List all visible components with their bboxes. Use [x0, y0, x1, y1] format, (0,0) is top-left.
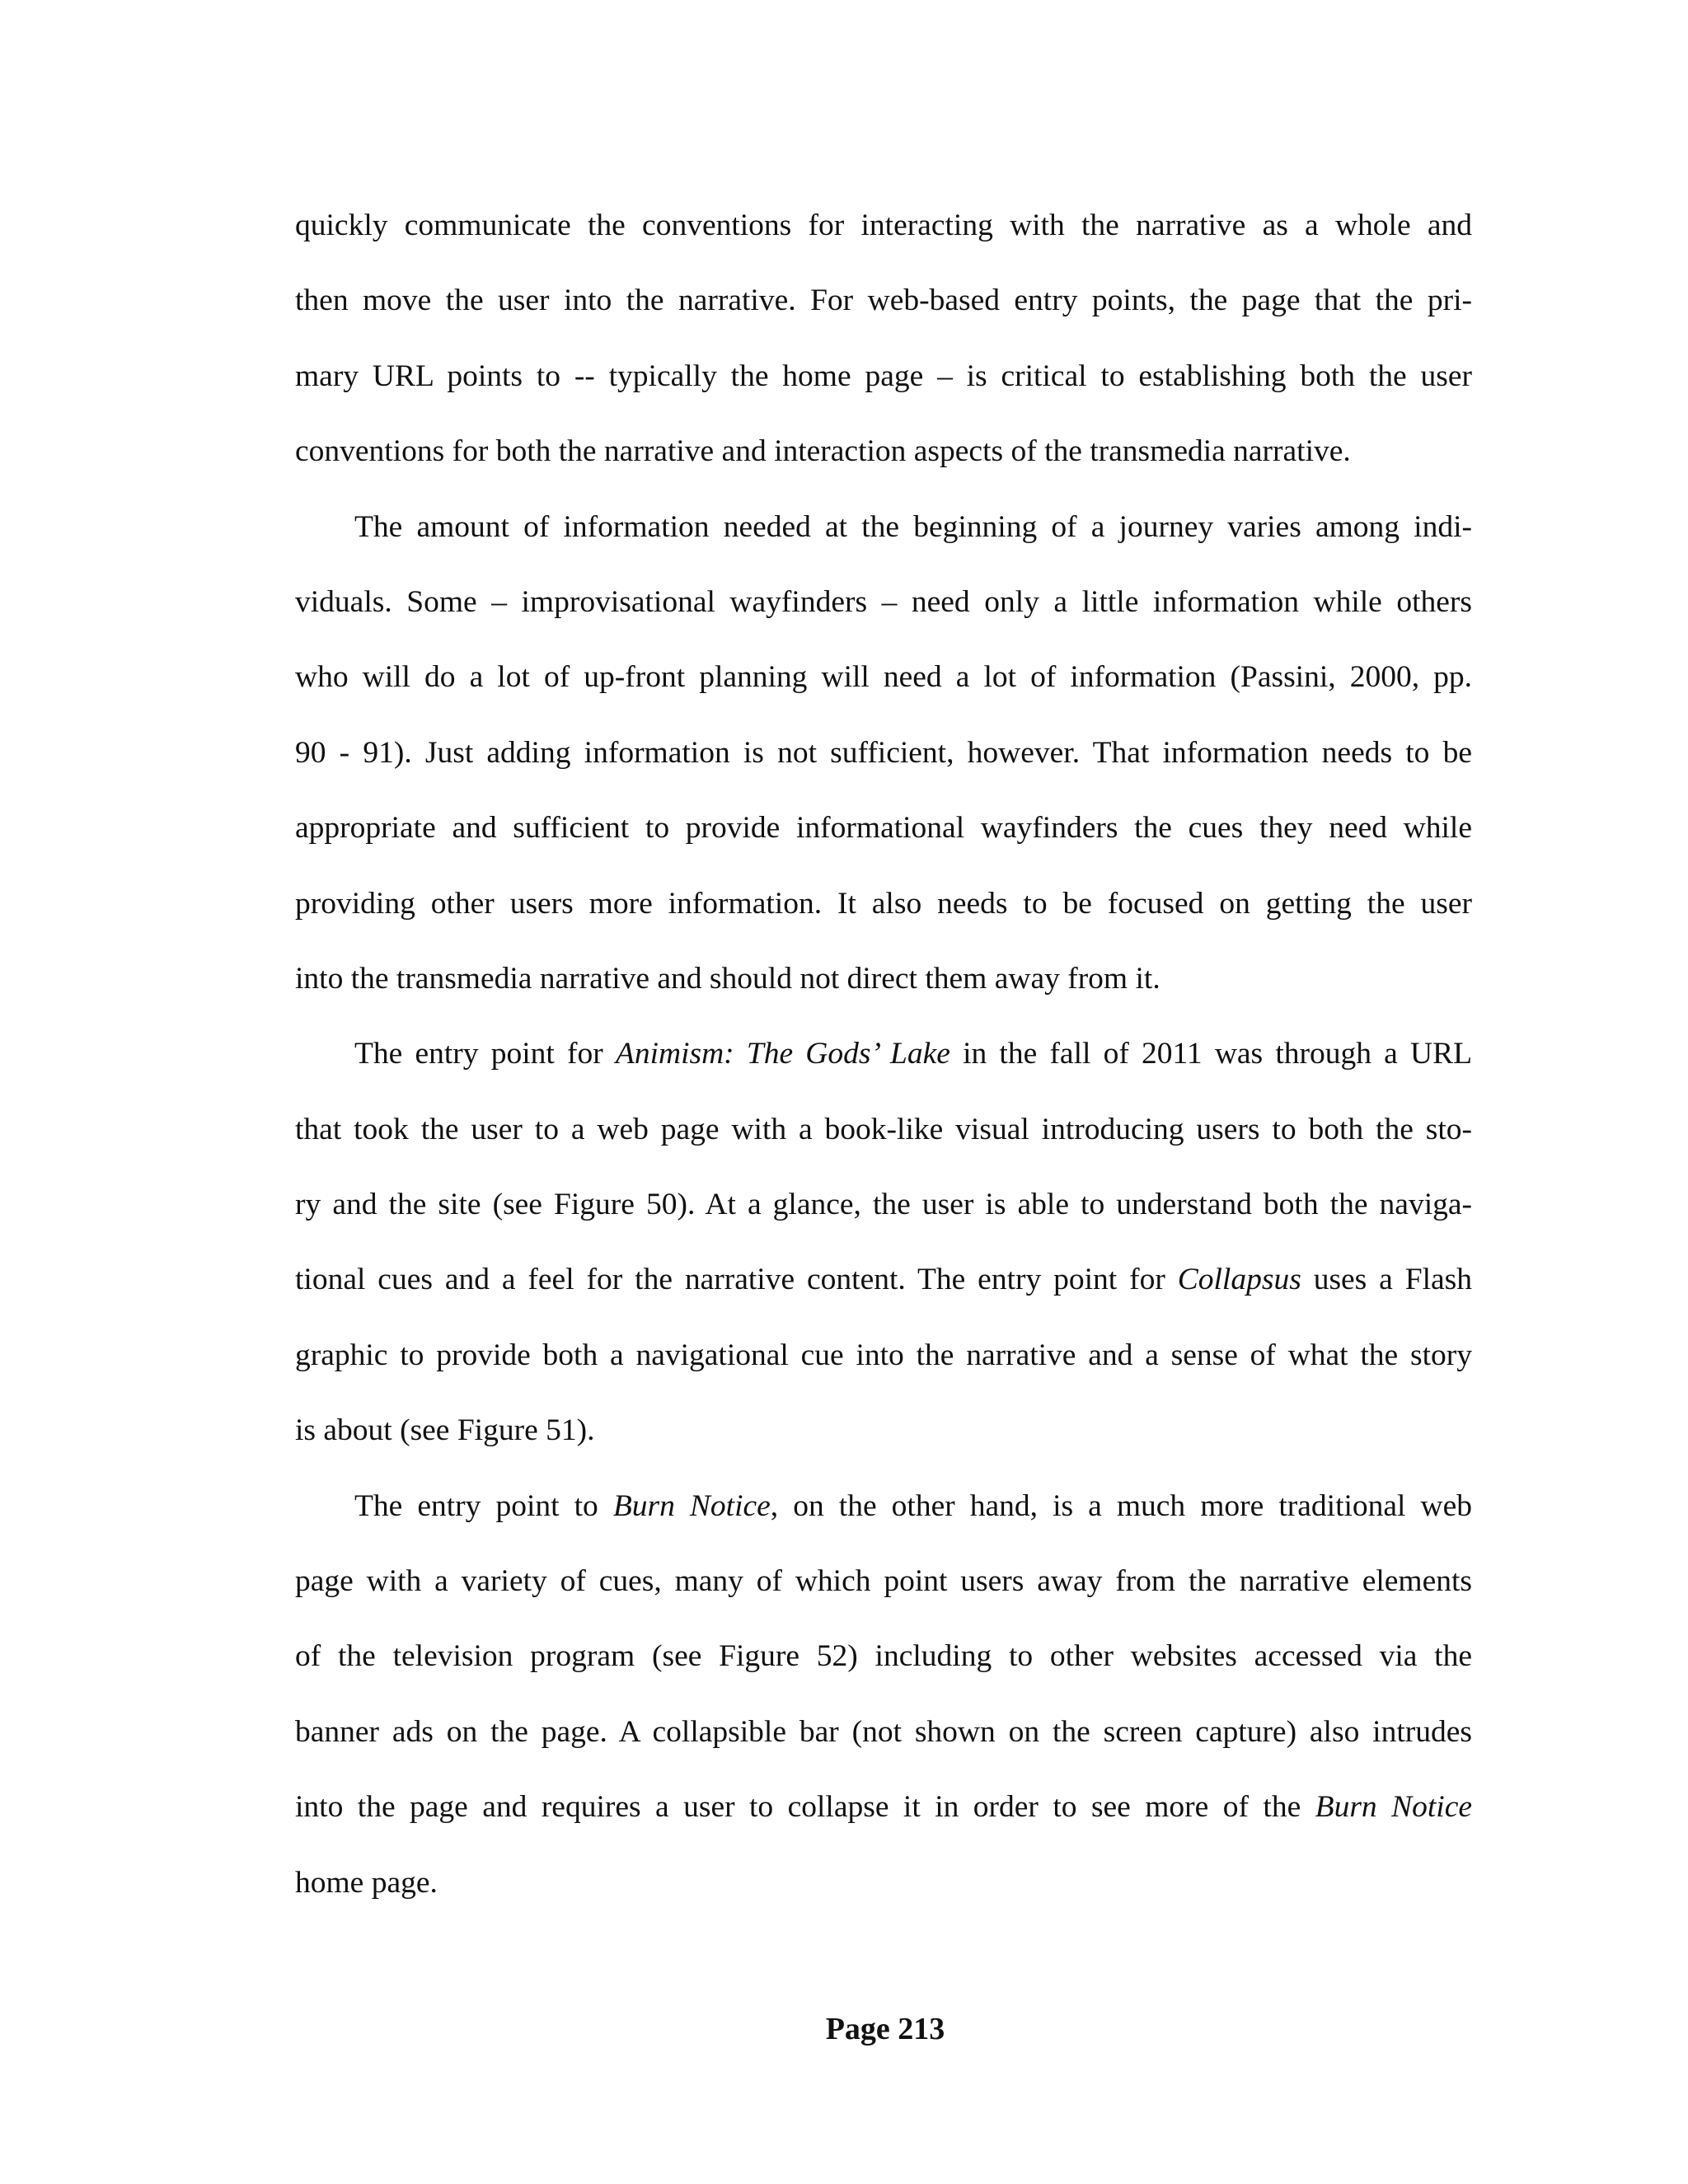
text-line: [295, 414, 1472, 489]
text-run: ry and the site (see Figure 50). At a glance, the user is able to understand both the naviga-: [295, 1188, 1472, 1222]
text-run: providing other users more information. It also needs to be focused on getting the user: [295, 886, 1472, 921]
text-line: [295, 1092, 1472, 1167]
italic-title: Animism: The Gods’ Lake: [615, 1037, 950, 1071]
text-run: appropriate and sufficient to provide informational wayfinders the cues they need while: [295, 811, 1472, 846]
text-run: The entry point to: [354, 1488, 613, 1523]
text-run: banner ads on the page. A collapsible bar (not shown on the screen capture) also intrudes: [295, 1714, 1472, 1749]
text-run: page with a variety of cues, many of which point users away from the narrative elements: [295, 1564, 1472, 1599]
text-run: conventions for both the narrative and interaction aspects of the transmedia narrative.: [295, 434, 1351, 469]
paragraph: [295, 490, 1472, 1017]
text-line: [295, 565, 1472, 640]
text-run: tional cues and a feel for the narrative content. The entry point for: [295, 1263, 1178, 1297]
text-line: [295, 1393, 1472, 1468]
text-line: [295, 1694, 1472, 1769]
text-line: [295, 1619, 1472, 1694]
text-line: [295, 188, 1472, 263]
text-line: [295, 339, 1472, 414]
text-run: uses a Flash: [1301, 1263, 1472, 1297]
text-line: [295, 1845, 1472, 1920]
text-line: [295, 1016, 1472, 1091]
text-run: in the fall of 2011 was through a URL: [950, 1037, 1473, 1071]
text-run: is about (see Figure 51).: [295, 1413, 595, 1448]
text-line: [295, 941, 1472, 1016]
text-line: [295, 1242, 1472, 1317]
text-line: [295, 490, 1472, 565]
paragraph: [295, 1469, 1472, 1920]
text-run: , on the other hand, is a much more traditional web: [770, 1488, 1473, 1523]
text-line: [295, 1318, 1472, 1393]
text-run: mary URL points to -- typically the home page – is critical to establishing both the user: [295, 359, 1472, 393]
text-line: [295, 640, 1472, 715]
text-run: into the page and requires a user to collapse it in order to see more of the: [295, 1790, 1315, 1825]
text-run: into the transmedia narrative and should not direct them away from it.: [295, 961, 1160, 996]
italic-title: Collapsus: [1177, 1263, 1301, 1297]
body-text: [295, 188, 1472, 1920]
text-line: [295, 1544, 1472, 1619]
page-number: Page 213: [825, 2012, 945, 2046]
text-line: [295, 1469, 1472, 1544]
text-line: [295, 263, 1472, 338]
text-line: [295, 1769, 1472, 1844]
text-run: who will do a lot of up-front planning will need a lot of information (Passini, 2000, pp.: [295, 660, 1472, 695]
paragraph: [295, 188, 1472, 490]
text-run: that took the user to a web page with a book-like visual introducing users to both the sto-: [295, 1112, 1472, 1146]
text-line: [295, 866, 1472, 941]
text-run: graphic to provide both a navigational cue into the narrative and a sense of what the story: [295, 1338, 1472, 1372]
text-line: [295, 1167, 1472, 1242]
text-run: home page.: [295, 1865, 438, 1900]
text-run: 90 - 91). Just adding information is not sufficient, however. That information needs to be: [295, 735, 1472, 770]
text-line: [295, 715, 1472, 790]
text-run: quickly communicate the conventions for interacting with the narrative as a whole and: [295, 209, 1472, 242]
text-line: [295, 790, 1472, 865]
text-run: The amount of information needed at the beginning of a journey varies among indi-: [354, 509, 1472, 544]
text-run: then move the user into the narrative. For web-based entry points, the page that the pri-: [295, 284, 1472, 318]
text-run: The entry point for: [354, 1037, 616, 1071]
paragraph: [295, 1016, 1472, 1468]
italic-title: Burn Notice: [1315, 1790, 1472, 1825]
text-run: of the television program (see Figure 52) including to other websites accessed via the: [295, 1639, 1472, 1674]
italic-title: Burn Notice: [612, 1488, 771, 1523]
text-run: viduals. Some – improvisational wayfinders – need only a little information while others: [295, 584, 1472, 619]
